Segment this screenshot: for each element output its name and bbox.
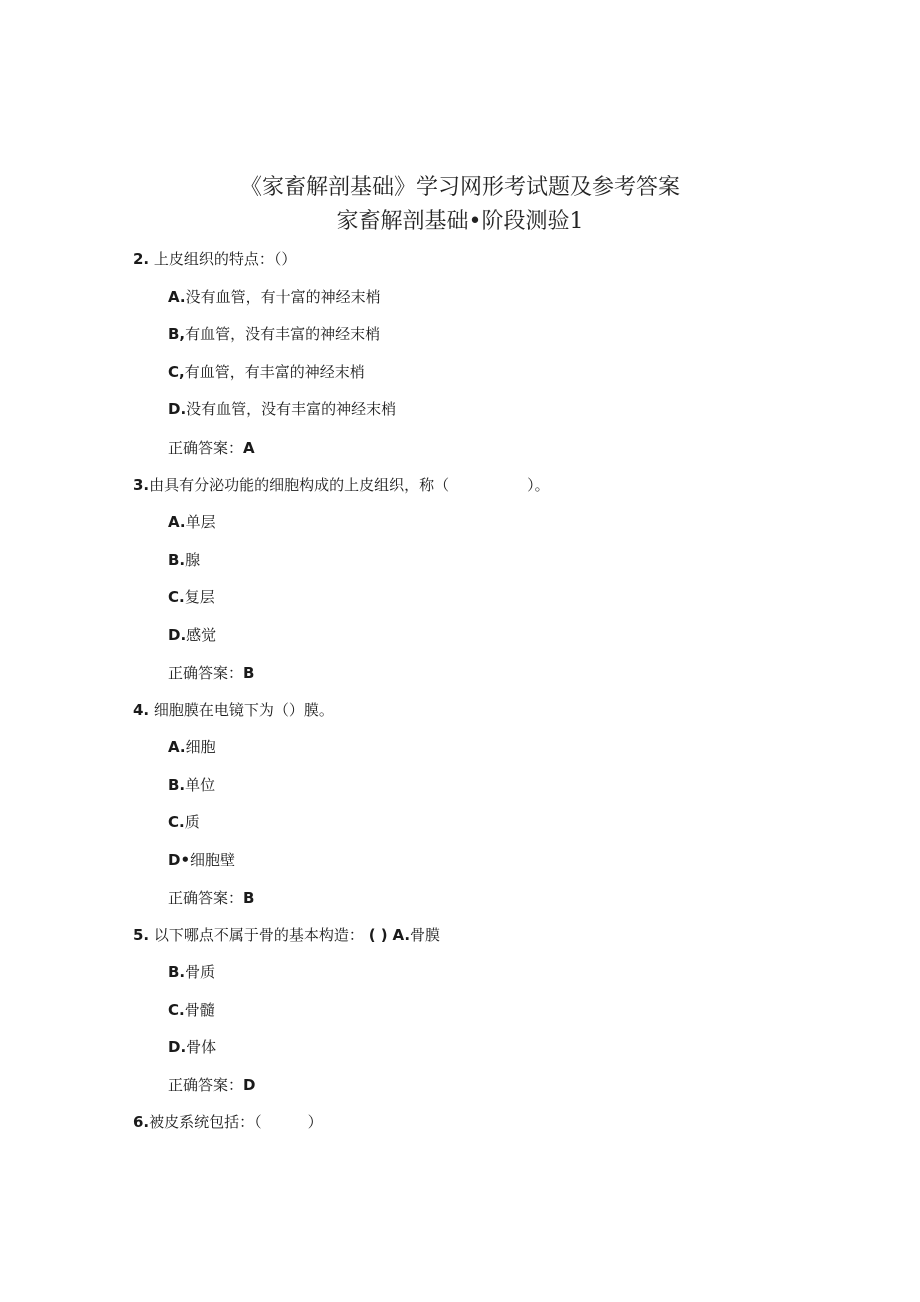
option-key: C.	[168, 588, 185, 606]
option-c	[168, 361, 365, 382]
option-text: 没有血管，没有丰富的神经末梢	[186, 400, 397, 418]
answer-label: 正确答案：	[168, 439, 244, 457]
option-key: C.	[168, 1001, 185, 1019]
option-c	[168, 586, 215, 607]
question-6	[133, 1111, 323, 1132]
option-a	[168, 736, 216, 757]
option-key: B,	[168, 325, 186, 343]
document-title: 《家畜解剖基础》学习网形考试题及参考答案	[239, 175, 680, 200]
option-key: D•	[168, 851, 191, 869]
question-5	[133, 924, 440, 945]
option-text: 骨膜	[410, 926, 441, 944]
answer-value: A	[243, 439, 255, 457]
option-text: 没有血管，有十富的神经末梢	[185, 288, 381, 306]
answer-line	[168, 662, 254, 683]
question-text: 细胞膜在电镜下为（）膜。	[153, 701, 334, 719]
option-text: 骨髓	[184, 1001, 215, 1019]
answer-line	[168, 887, 254, 908]
option-text: 感觉	[186, 626, 217, 644]
question-number: 2.	[133, 250, 150, 268]
option-key: A.	[168, 288, 186, 306]
option-key: A.	[168, 738, 186, 756]
question-text: 以下哪点不属于骨的基本构造：	[153, 926, 364, 944]
answer-value: B	[243, 664, 255, 682]
question-number: 4.	[133, 701, 150, 719]
option-key: B.	[168, 963, 186, 981]
question-text: 被皮系统包括：（	[149, 1113, 262, 1131]
answer-line	[168, 1074, 255, 1095]
option-text: 质	[184, 813, 200, 831]
question-number: 6.	[133, 1113, 150, 1131]
answer-line	[168, 437, 255, 458]
option-b	[168, 961, 215, 982]
option-text: 骨质	[185, 963, 216, 981]
option-text: 单位	[185, 776, 216, 794]
option-key: C.	[168, 813, 185, 831]
answer-value: B	[243, 889, 255, 907]
option-b	[168, 774, 215, 795]
question-4	[133, 699, 334, 720]
option-d	[168, 398, 396, 419]
question-text: 上皮组织的特点：（）	[153, 250, 297, 268]
question-number: 5.	[133, 926, 150, 944]
option-d	[168, 624, 216, 645]
option-text: 腺	[185, 551, 201, 569]
option-a	[168, 511, 216, 532]
option-key: A.	[168, 513, 186, 531]
question-number: 3.	[133, 476, 150, 494]
option-text: 细胞	[185, 738, 216, 756]
option-key: B.	[168, 551, 186, 569]
option-text: 单层	[185, 513, 216, 531]
question-3	[133, 474, 550, 495]
question-text-end: ）。	[527, 476, 550, 494]
answer-label: 正确答案：	[168, 889, 244, 907]
option-c	[168, 999, 215, 1020]
option-text: 复层	[184, 588, 215, 606]
option-d	[168, 849, 235, 870]
option-d	[168, 1036, 216, 1057]
option-key: B.	[168, 776, 186, 794]
question-text-end: ）	[307, 1113, 323, 1131]
option-b	[168, 323, 380, 344]
option-text: 有血管，有丰富的神经末梢	[184, 363, 365, 381]
question-paren: ( )	[368, 926, 388, 944]
option-key: A.	[392, 926, 411, 944]
option-text: 有血管，没有丰富的神经末梢	[185, 325, 381, 343]
question-2	[133, 248, 296, 269]
document-subtitle: 家畜解剖基础•阶段测验1	[336, 209, 584, 234]
question-text: 由具有分泌功能的细胞构成的上皮组织，称（	[149, 476, 450, 494]
option-c	[168, 811, 200, 832]
option-text: 骨体	[186, 1038, 217, 1056]
option-a	[168, 286, 381, 307]
option-key: D.	[168, 400, 187, 418]
option-key: C,	[168, 363, 185, 381]
answer-label: 正确答案：	[168, 664, 244, 682]
option-text: 细胞壁	[190, 851, 236, 869]
answer-value: D	[243, 1076, 256, 1094]
option-b	[168, 549, 200, 570]
option-key: D.	[168, 626, 187, 644]
answer-label: 正确答案：	[168, 1076, 244, 1094]
option-key: D.	[168, 1038, 187, 1056]
